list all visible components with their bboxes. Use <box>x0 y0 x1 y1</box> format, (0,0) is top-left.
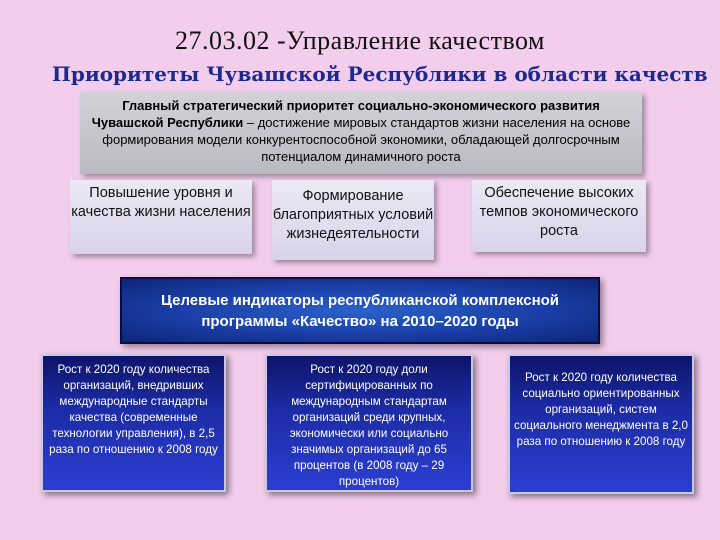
priority-box-3: Обеспечение высоких темпов экономического роста <box>472 180 646 252</box>
slide-subtitle: Приоритеты Чувашской Республики в области качеств <box>52 62 708 86</box>
indicator-box-1: Рост к 2020 году количества организаций, внедривших международные стандарты качества (современные технологии управления), в 2,5 раза по отношению к 2008 году <box>41 354 226 492</box>
main-priority-text: – достижение мировых стандартов жизни населения на основе формирования модели конкурентоспособной экономики, обладающей долгосрочным потенциалом динамичного роста <box>102 115 631 164</box>
priority-box-1: Повышение уровня и качества жизни населения <box>70 180 252 254</box>
priority-box-2: Формирование благоприятных условий жизнедеятельности <box>272 180 434 260</box>
indicator-box-2: Рост к 2020 году доли сертифицированных по международным стандартам организаций среди крупных, экономически или социально значимых организаций до 65 процентов (в 2008 году – 29 процентов) <box>265 354 473 492</box>
indicators-header: Целевые индикаторы республиканской комплексной программы «Качество» на 2010–2020 годы <box>120 277 600 344</box>
main-priority-box <box>80 92 642 174</box>
main-priority-bold: Главный стратегический приоритет социально-экономического развития Чувашской Республики <box>91 98 600 130</box>
indicator-box-3: Рост к 2020 году количества социально ориентированных организаций, систем социального менеджмента в 2,0 раза по отношению к 2008 году <box>508 354 694 494</box>
slide-title: 27.03.02 -Управление качеством <box>174 26 545 55</box>
